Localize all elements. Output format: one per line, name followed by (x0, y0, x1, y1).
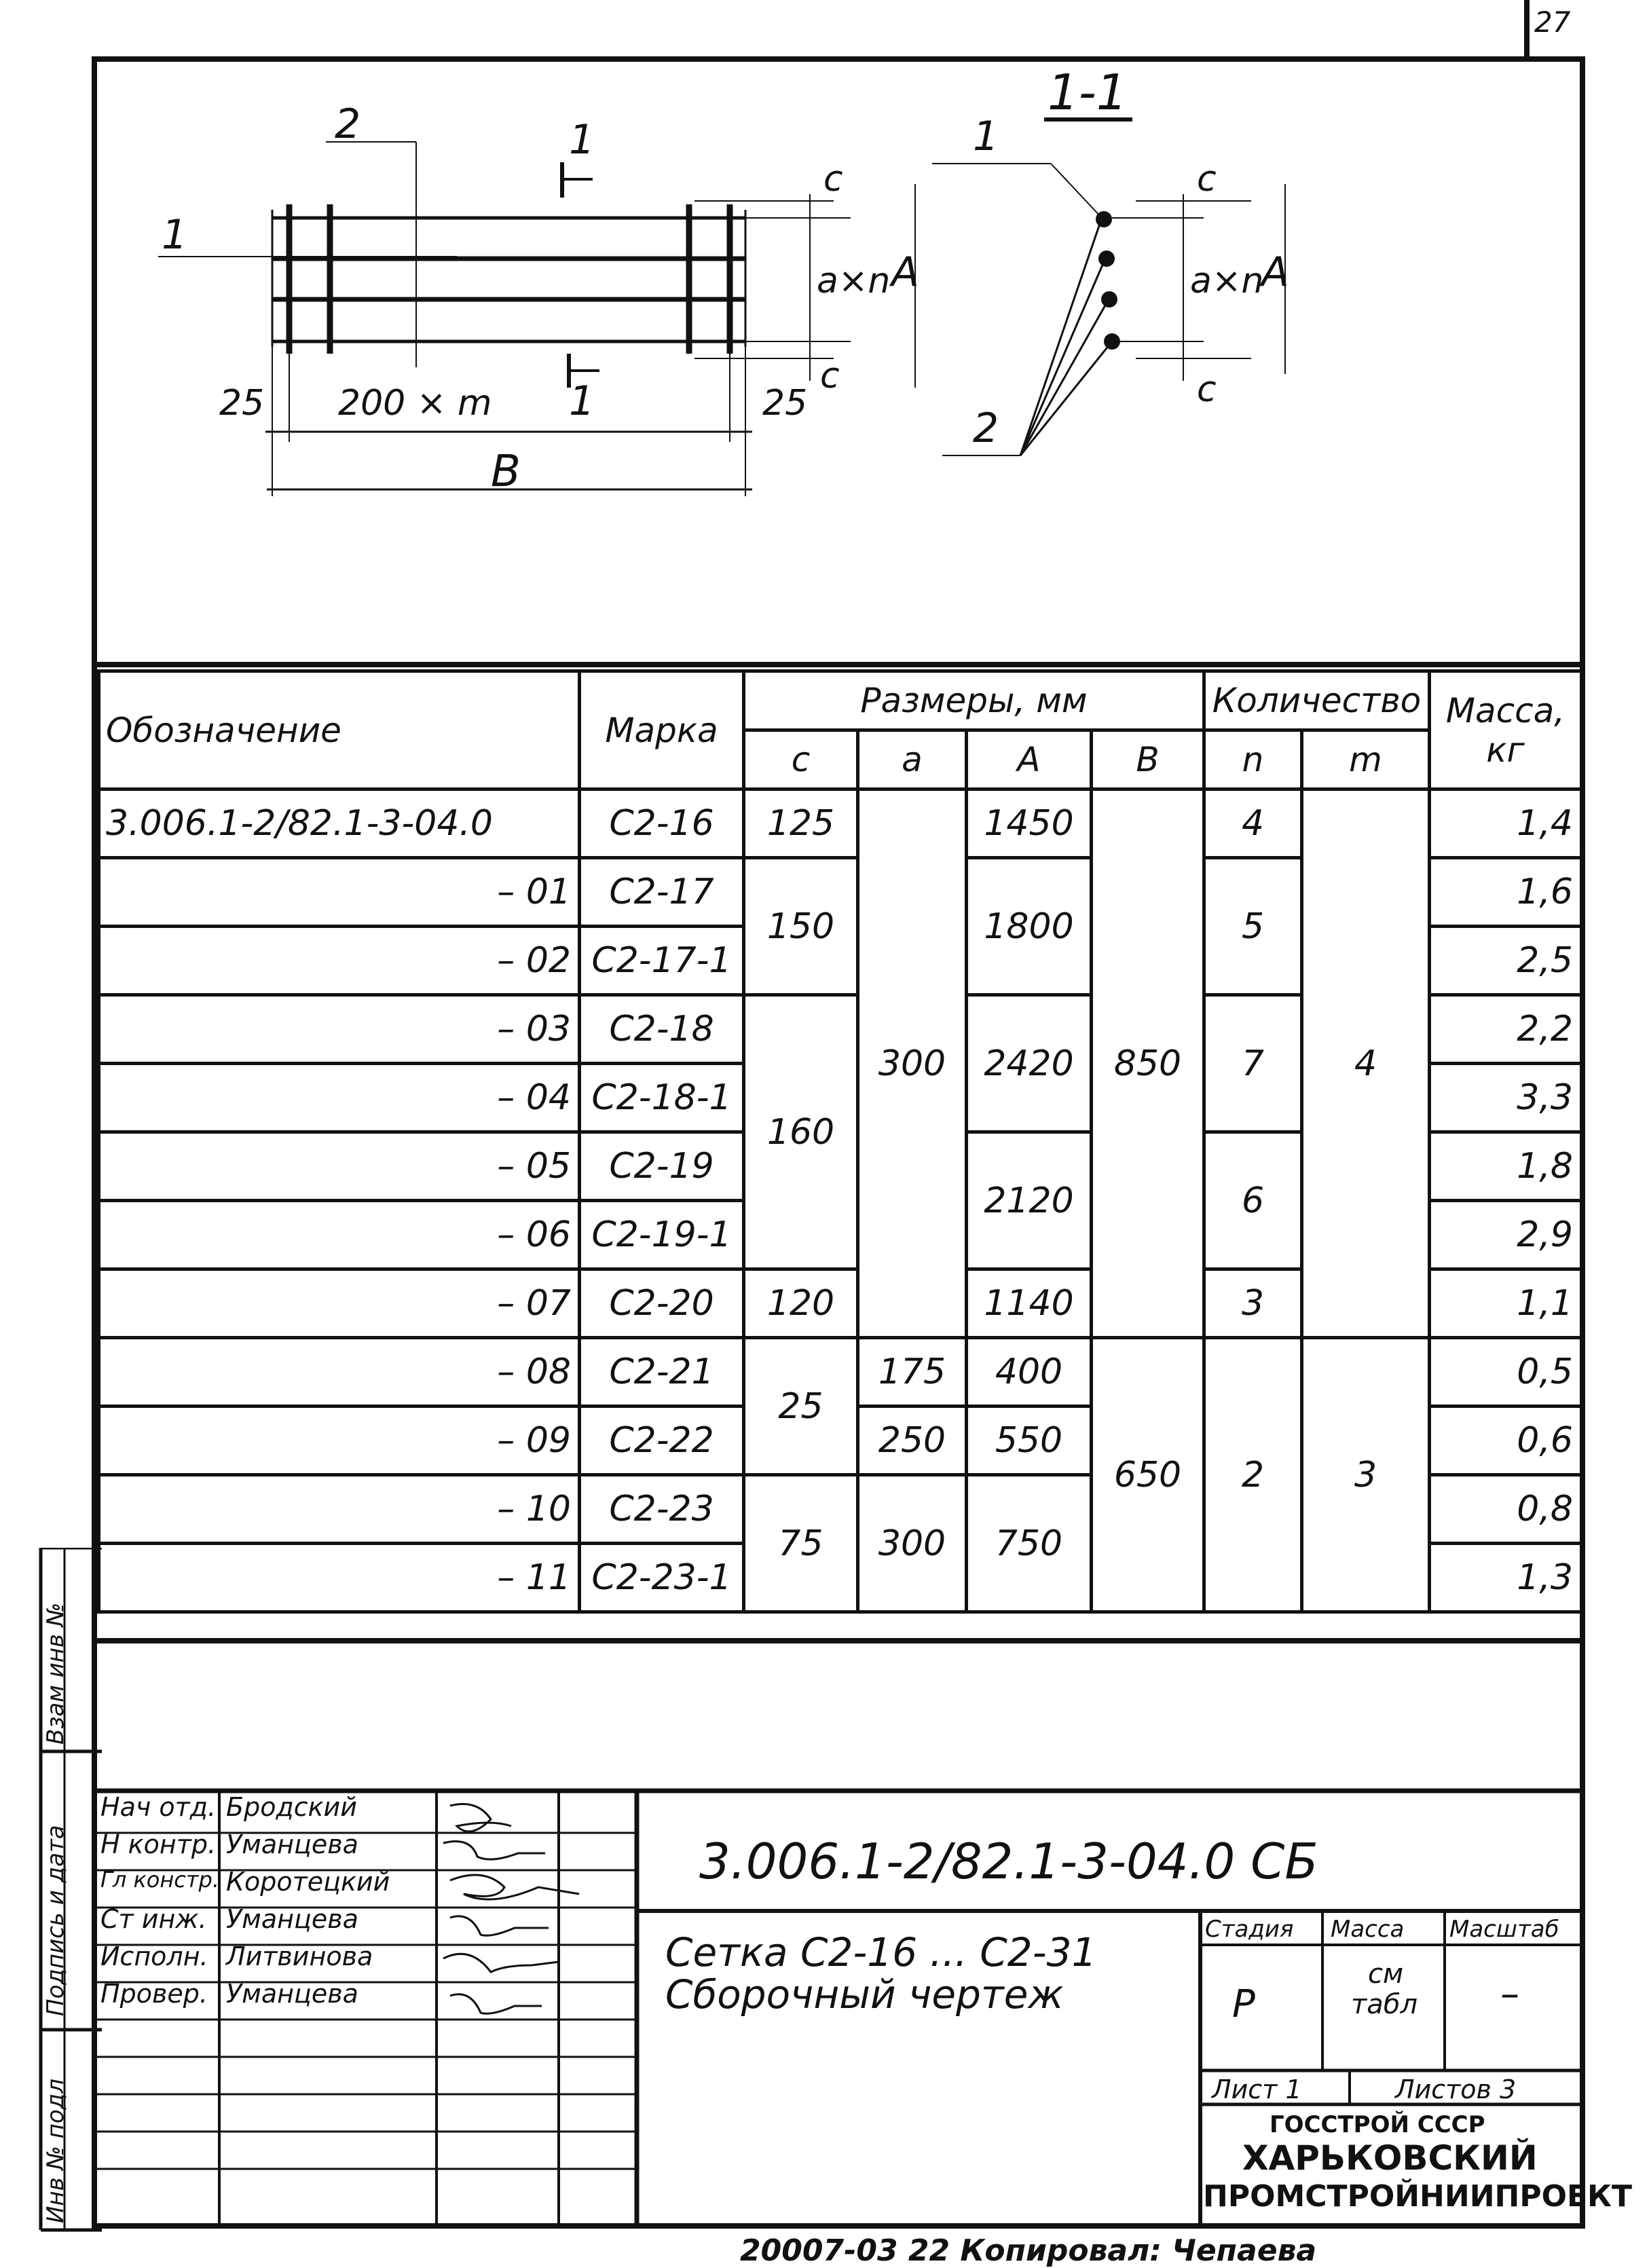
h-mark: Марка (580, 671, 744, 789)
cell-c: 75 (744, 1475, 858, 1612)
h-mass (1430, 671, 1582, 789)
row-mark: С2-17 (580, 858, 744, 927)
mass-header: Масса (1331, 1916, 1405, 1943)
row-mark: С2-16 (580, 789, 744, 858)
stage-header: Стадия (1205, 1916, 1294, 1943)
dim-axn: a×n (817, 261, 891, 301)
mass-value-1: см (1368, 1958, 1404, 1990)
cell-a: 175 (858, 1338, 967, 1407)
specification-table (97, 669, 1583, 1614)
row-designation: – 11 (99, 1544, 580, 1612)
name-norm-control: Уманцева (226, 1829, 358, 1859)
role-chief-designer: Гл констр. (100, 1867, 219, 1893)
row-designation: – 09 (99, 1407, 580, 1475)
h-a: a (858, 730, 967, 789)
cell-n: 4 (1204, 789, 1302, 858)
dim-A: A (891, 248, 920, 296)
row-mass: 0,5 (1430, 1338, 1582, 1407)
row-designation: – 06 (99, 1201, 580, 1269)
cell-n: 6 (1204, 1132, 1302, 1269)
section-dim-c-bottom: c (1197, 369, 1217, 410)
section-dim-A: A (1261, 248, 1290, 296)
sidebar-signature-date: Подпись и дата (42, 1825, 69, 2016)
role-norm-control: Н контр. (100, 1829, 217, 1859)
cell-A: 750 (967, 1475, 1092, 1612)
row-mass: 2,5 (1430, 927, 1582, 995)
cell-c: 160 (744, 995, 858, 1269)
row-designation: – 10 (99, 1475, 580, 1544)
title-line-2: Сборочный чертеж (665, 1971, 1064, 2018)
row-mark: С2-23-1 (580, 1544, 744, 1612)
row-mark: С2-20 (580, 1269, 744, 1338)
title-line-1: Сетка С2-16 ... С2-31 (665, 1929, 1097, 1975)
row-mass: 0,8 (1430, 1475, 1582, 1544)
scale-value: – (1500, 1972, 1519, 2016)
row-designation: – 04 (99, 1064, 580, 1132)
sheets-total: Листов 3 (1395, 2075, 1517, 2104)
cut-1-bottom: 1 (569, 377, 595, 425)
h-mass-label: Масса, (1445, 690, 1565, 730)
role-checker: Провер. (100, 1979, 208, 2009)
h-B: B (1092, 730, 1204, 789)
row-mark: С2-19 (580, 1132, 744, 1201)
row-mass: 3,3 (1430, 1064, 1582, 1132)
cell-n: 3 (1204, 1269, 1302, 1338)
section-pos-1: 1 (973, 113, 999, 160)
cell-a: 300 (858, 789, 967, 1338)
h-n: n (1204, 730, 1302, 789)
section-dim-axn: a×n (1190, 261, 1264, 301)
h-dims: Размеры, мм (744, 671, 1204, 730)
section-dim-c-top: c (1197, 159, 1217, 200)
name-executor: Литвинова (226, 1941, 373, 1971)
dim-B: B (491, 447, 521, 497)
row-mass: 1,8 (1430, 1132, 1582, 1201)
role-senior-engineer: Ст инж. (100, 1904, 207, 1934)
name-senior-engineer: Уманцева (226, 1904, 358, 1934)
section-label: 1-1 (1048, 64, 1128, 121)
dim-25-right: 25 (762, 383, 808, 424)
cell-c: 25 (744, 1338, 858, 1475)
cell-a: 250 (858, 1407, 967, 1475)
row-mass: 2,2 (1430, 995, 1582, 1064)
stage-value: Р (1232, 1982, 1255, 2026)
row-designation: 3.006.1-2/82.1-3-04.0 (99, 789, 580, 858)
cell-a: 300 (858, 1475, 967, 1612)
cell-m: 4 (1302, 789, 1430, 1338)
org-line-2: ХАРЬКОВСКИЙ (1242, 2138, 1538, 2178)
assembly-drawing (97, 62, 1580, 669)
row-designation: – 07 (99, 1269, 580, 1338)
cut-1-top: 1 (569, 116, 595, 164)
mass-value-2: табл (1351, 1989, 1418, 2020)
cell-n: 5 (1204, 858, 1302, 995)
dim-c-bottom: c (820, 356, 840, 396)
table-bottom-rule (97, 1638, 1580, 1643)
row-designation: – 01 (99, 858, 580, 927)
corner-sheet-number: 27 (1534, 5, 1571, 39)
row-mark: С2-17-1 (580, 927, 744, 995)
h-m: m (1302, 730, 1430, 789)
cell-n: 2 (1204, 1338, 1302, 1612)
h-c: c (744, 730, 858, 789)
name-checker: Уманцева (226, 1979, 358, 2009)
dim-25-left: 25 (219, 383, 265, 424)
sidebar-original-inv: Инв № подл (42, 2079, 69, 2223)
row-designation: – 05 (99, 1132, 580, 1201)
row-designation: – 08 (99, 1338, 580, 1407)
dim-200xm: 200 × m (338, 383, 492, 424)
name-head-dept: Бродский (226, 1792, 357, 1822)
cell-A: 1140 (967, 1269, 1092, 1338)
pos-1-label: 1 (162, 211, 188, 259)
name-chief-designer: Коротецкий (226, 1867, 390, 1897)
copy-note: 20007-03 22 Копировал: Чепаева (740, 2233, 1317, 2268)
row-mass: 0,6 (1430, 1407, 1582, 1475)
cell-A: 2120 (967, 1132, 1092, 1269)
pos-2-label: 2 (335, 100, 361, 148)
document-title (665, 1929, 1097, 2018)
row-mark: С2-21 (580, 1338, 744, 1407)
row-designation: – 03 (99, 995, 580, 1064)
h-qty: Количество (1204, 671, 1430, 730)
cell-A: 1450 (967, 789, 1092, 858)
scale-header: Масштаб (1449, 1916, 1559, 1943)
cell-c: 120 (744, 1269, 858, 1338)
cell-c: 150 (744, 858, 858, 995)
row-mass: 1,1 (1430, 1269, 1582, 1338)
table-row (99, 1338, 1582, 1407)
row-mass: 1,6 (1430, 858, 1582, 927)
cell-B: 650 (1092, 1338, 1204, 1612)
sheet-number: Лист 1 (1212, 2075, 1302, 2104)
table-row (99, 789, 1582, 858)
row-mark: С2-22 (580, 1407, 744, 1475)
row-mark: С2-18 (580, 995, 744, 1064)
role-executor: Исполн. (100, 1941, 208, 1971)
cell-A: 400 (967, 1338, 1092, 1407)
cell-B: 850 (1092, 789, 1204, 1338)
h-A: A (967, 730, 1092, 789)
h-designation: Обозначение (99, 671, 580, 789)
row-mark: С2-18-1 (580, 1064, 744, 1132)
cell-m: 3 (1302, 1338, 1430, 1612)
org-line-3: ПРОМСТРОЙНИИПРОЕКТ (1203, 2179, 1633, 2214)
row-mass: 2,9 (1430, 1201, 1582, 1269)
cell-n: 7 (1204, 995, 1302, 1132)
cell-A: 2420 (967, 995, 1092, 1132)
row-mark: С2-23 (580, 1475, 744, 1544)
sidebar-replaced-inv: Взам инв № (42, 1602, 69, 1745)
row-mass: 1,4 (1430, 789, 1582, 858)
cell-c: 125 (744, 789, 858, 858)
cell-A: 1800 (967, 858, 1092, 995)
role-head-dept: Нач отд. (100, 1792, 217, 1822)
org-line-1: ГОССТРОЙ СССР (1270, 2111, 1485, 2138)
document-code: 3.006.1-2/82.1-3-04.0 СБ (699, 1833, 1318, 1890)
corner-divider (1524, 0, 1530, 56)
section-pos-2: 2 (973, 405, 999, 452)
dim-c-top: c (823, 159, 843, 200)
row-mark: С2-19-1 (580, 1201, 744, 1269)
row-designation: – 02 (99, 927, 580, 995)
row-mass: 1,3 (1430, 1544, 1582, 1612)
h-mass-unit: кг (1486, 730, 1525, 770)
cell-A: 550 (967, 1407, 1092, 1475)
